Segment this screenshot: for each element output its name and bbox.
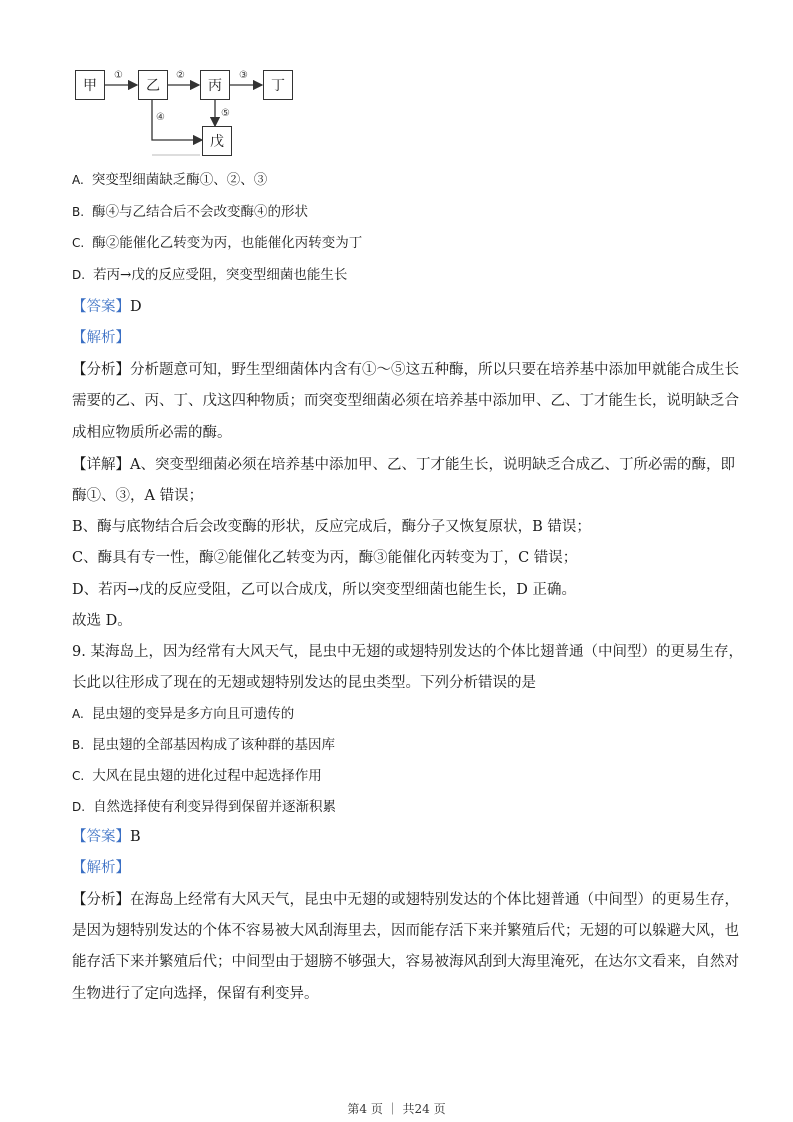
- page-footer: 第4 页 ｜ 共24 页: [347, 1102, 446, 1116]
- option-text: 若丙→戊的反应受阻，突变型细菌也能生长: [93, 267, 348, 283]
- answer-tag: 【答案】: [72, 299, 130, 315]
- q9-option-d: [72, 797, 336, 817]
- q8-answer: [72, 297, 142, 317]
- q9-stem-line-2: 长此以往形成了现在的无翅或翅特别发达的昆虫类型。下列分析错误的是: [72, 675, 536, 691]
- edge-label-4: ④: [156, 112, 165, 123]
- q8-xiangjie-line-5: D、若丙→戊的反应受阻，乙可以合成戊，所以突变型细菌也能生长，D 正确。: [72, 582, 577, 598]
- node-jia: 甲: [75, 70, 105, 100]
- paragraph-text: 在海岛上经常有大风天气，昆虫中无翅的或翅特别发达的个体比翅普通（中间型）的更易生存，: [130, 892, 739, 908]
- pathway-arrows: [0, 0, 793, 170]
- option-text: 大风在昆虫翅的进化过程中起选择作用: [92, 768, 322, 784]
- q9-option-a: [72, 704, 294, 724]
- answer-value: B: [130, 829, 141, 845]
- paragraph-text: 分析题意可知，野生型细菌体内含有①～⑤这五种酶，所以只要在培养基中添加甲就能合成生长: [130, 362, 739, 378]
- option-key: B.: [72, 738, 85, 752]
- option-text: 昆虫翅的变异是多方向且可遗传的: [91, 706, 295, 722]
- option-text: 酶④与乙结合后不会改变酶④的形状: [92, 204, 309, 220]
- node-bing: 丙: [200, 70, 230, 100]
- q9-fenxi-line-3: 能存活下来并繁殖后代；中间型由于翅膀不够强大，容易被海风刮到大海里淹死，在达尔文看来，自然对: [72, 954, 739, 970]
- q8-fenxi-line-2: 需要的乙、丙、丁、戊这四种物质；而突变型细菌必须在培养基中添加甲、乙、丁才能生长，说明缺乏合: [72, 393, 739, 409]
- q9-analysis-heading: [72, 858, 130, 878]
- option-text: 昆虫翅的全部基因构成了该种群的基因库: [92, 737, 336, 753]
- q8-xiangjie-line-6: 故选 D。: [72, 613, 132, 629]
- q8-option-c: [72, 233, 362, 253]
- q8-xiangjie-line-2: 酶①、③，A 错误；: [72, 488, 204, 504]
- q8-fenxi-line-3: 成相应物质所必需的酶。: [72, 425, 232, 441]
- edge-label-3: ③: [239, 70, 248, 81]
- edge-label-2: ②: [176, 70, 185, 81]
- xiangjie-tag: 【详解】: [72, 457, 130, 473]
- option-text: 自然选择使有利变异得到保留并逐渐积累: [93, 799, 337, 815]
- option-key: D.: [72, 268, 86, 282]
- q8-fenxi-line-1: [72, 360, 739, 380]
- option-key: A.: [72, 707, 84, 721]
- q9-option-b: [72, 735, 335, 755]
- q8-xiangjie-line-4: C、酶具有专一性，酶②能催化乙转变为丙，酶③能催化丙转变为丁，C 错误；: [72, 550, 578, 566]
- option-text: 酶②能催化乙转变为丙，也能催化丙转变为丁: [92, 235, 363, 251]
- fenxi-tag: 【分析】: [72, 362, 130, 378]
- q9-fenxi-line-4: 生物进行了定向选择，保留有利变异。: [72, 986, 319, 1002]
- answer-tag: 【答案】: [72, 829, 130, 845]
- q9-fenxi-line-2: 是因为翅特别发达的个体不容易被大风刮海里去，因而能存活下来并繁殖后代；无翅的可以躲避大风，也: [72, 923, 739, 939]
- option-key: D.: [72, 800, 86, 814]
- fenxi-tag: 【分析】: [72, 892, 130, 908]
- answer-value: D: [130, 299, 142, 315]
- q9-answer: [72, 827, 141, 847]
- node-yi: 乙: [138, 70, 168, 100]
- option-key: C.: [72, 769, 85, 783]
- q8-option-a: [72, 170, 267, 190]
- q8-option-d: [72, 265, 347, 285]
- node-ding: 丁: [263, 70, 293, 100]
- option-key: C.: [72, 236, 85, 250]
- paragraph-text: A、突变型细菌必须在培养基中添加甲、乙、丁才能生长，说明缺乏合成乙、丁所必需的酶，即: [130, 457, 735, 473]
- q8-option-b: [72, 202, 308, 222]
- analysis-tag: 【解析】: [72, 860, 130, 876]
- analysis-tag: 【解析】: [72, 330, 130, 346]
- q9-stem-line-1: 9. 某海岛上，因为经常有大风天气，昆虫中无翅的或翅特别发达的个体比翅普通（中间型）的更易生存，: [72, 644, 743, 660]
- option-text: 突变型细菌缺乏酶①、②、③: [91, 172, 268, 188]
- q8-analysis-heading: [72, 328, 130, 348]
- option-key: A.: [72, 173, 84, 187]
- q9-fenxi-line-1: [72, 890, 739, 910]
- node-wu: 戊: [202, 126, 232, 156]
- edge-label-5: ⑤: [221, 108, 230, 119]
- edge-label-1: ①: [114, 70, 123, 81]
- option-key: B.: [72, 205, 85, 219]
- q9-option-c: [72, 766, 322, 786]
- q8-xiangjie-line-3: B、酶与底物结合后会改变酶的形状，反应完成后，酶分子又恢复原状，B 错误；: [72, 519, 591, 535]
- q8-xiangjie-line-1: [72, 455, 735, 475]
